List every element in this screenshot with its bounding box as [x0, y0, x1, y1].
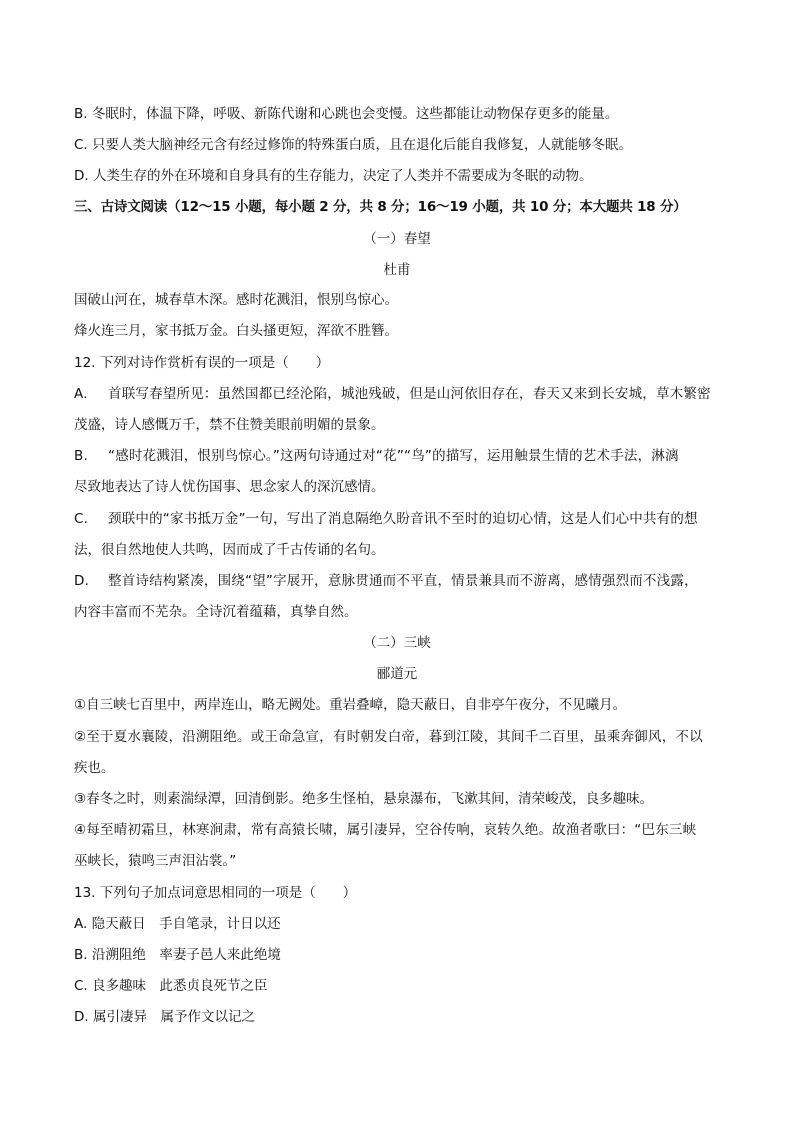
poem-line-1: 国破山河在，城春草木深。感时花溅泪，恨别鸟惊心。: [74, 292, 398, 308]
prose-paragraph-4-line1: ④每至晴初霜旦，林寒涧肃，常有高猿长啸，属引凄异，空谷传响，哀转久绝。故渔者歌曰：“巴东三峡: [74, 822, 697, 838]
prose-paragraph-4-line2: 巫峡长，猿鸣三声泪沾裳。”: [74, 853, 237, 869]
q12-option-d-line1: [74, 571, 724, 591]
q13-stem: 13. 下列句子加点词意思相同的一项是（ ）: [74, 885, 357, 901]
poem-line-2: 烽火连三月，家书抵万金。白头搔更短，浑欲不胜簪。: [74, 323, 398, 339]
q12-option-a-line2: 茂盛，诗人感慨万千，禁不住赞美眼前明媚的景象。: [74, 417, 385, 433]
q12-option-a-text: 首联写春望所见：虽然国都已经沦陷，城池残破，但是山河依旧存在，春天又来到长安城，草木繁密: [108, 386, 711, 402]
prose-paragraph-3: ③春冬之时，则素湍绿潭，回清倒影。绝多生怪柏，悬泉瀑布，飞漱其间，清荣峻茂，良多趣味。: [74, 791, 654, 807]
q12-option-c-label: C.: [74, 511, 89, 527]
prose-author: 郦道元: [376, 666, 418, 682]
q12-option-c-text: 颈联中的“家书抵万金”一句，写出了消息隔绝久盼音讯不至时的迫切心情，这是人们心中共有的想: [108, 511, 698, 527]
q11-option-d: D. 人类生存的外在环境和自身具有的生存能力，决定了人类并不需要成为冬眠的动物。: [74, 168, 593, 184]
q11-option-c: C. 只要人类大脑神经元含有经过修饰的特殊蛋白质，且在退化后能自我修复，人就能够冬眠。: [74, 137, 633, 153]
q12-option-a-line1: [74, 384, 724, 404]
q13-option-c: C. 良多趣味 此悉贞良死节之臣: [74, 978, 268, 994]
q13-option-b: B. 沿溯阻绝 率妻子邑人来此绝境: [74, 947, 281, 963]
q12-option-b-line2: 尽致地表达了诗人忧伤国事、思念家人的深沉感情。: [74, 479, 385, 495]
q12-option-d-label: D.: [74, 573, 90, 589]
q12-option-d-text: 整首诗结构紧凑，围绕“望”字展开，意脉贯通而不平直，情景兼具而不游离，感情强烈而不浅露，: [108, 573, 698, 589]
poem-author: 杜甫: [383, 262, 411, 278]
poem-title: （一）春望: [363, 231, 431, 247]
q11-option-b: B. 冬眠时，体温下降，呼吸、新陈代谢和心跳也会变慢。这些都能让动物保存更多的能量。: [74, 106, 619, 122]
q12-option-c-line2: 法，很自然地使人共鸣，因而成了千古传诵的名句。: [74, 542, 385, 558]
q12-stem: 12. 下列对诗作赏析有误的一项是（ ）: [74, 355, 330, 371]
q12-option-c-line1: [74, 509, 724, 529]
prose-paragraph-1: ①自三峡七百里中，两岸连山，略无阙处。重岩叠嶂，隐天蔽日，自非亭午夜分，不见曦月。: [74, 697, 627, 713]
q13-option-d: D. 属引凄异 属予作文以记之: [74, 1009, 255, 1025]
prose-paragraph-2-line1: ②至于夏水襄陵，沿溯阻绝。或王命急宣，有时朝发白帝，暮到江陵，其间千二百里，虽乘奔御风，不以: [74, 729, 703, 745]
q13-option-a: A. 隐天蔽日 手自笔录，计日以还: [74, 916, 281, 932]
prose-paragraph-2-line2: 疾也。: [74, 760, 115, 776]
prose-title: （二）三峡: [363, 635, 431, 651]
q12-option-b-text: “感时花溅泪，恨别鸟惊心。”这两句诗通过对“花”“鸟”的描写，运用触景生情的艺术手法，淋漓: [108, 448, 679, 464]
q12-option-a-label: A.: [74, 386, 88, 402]
section-3-heading: 三、古诗文阅读（12～15 小题，每小题 2 分，共 8 分；16～19 小题，共 10 分；本大题共 18 分）: [74, 199, 687, 215]
q12-option-d-line2: 内容丰富而不芜杂。全诗沉着蕴藉，真挚自然。: [74, 604, 358, 620]
q12-option-b-line1: [74, 446, 724, 466]
q12-option-b-label: B.: [74, 448, 88, 464]
